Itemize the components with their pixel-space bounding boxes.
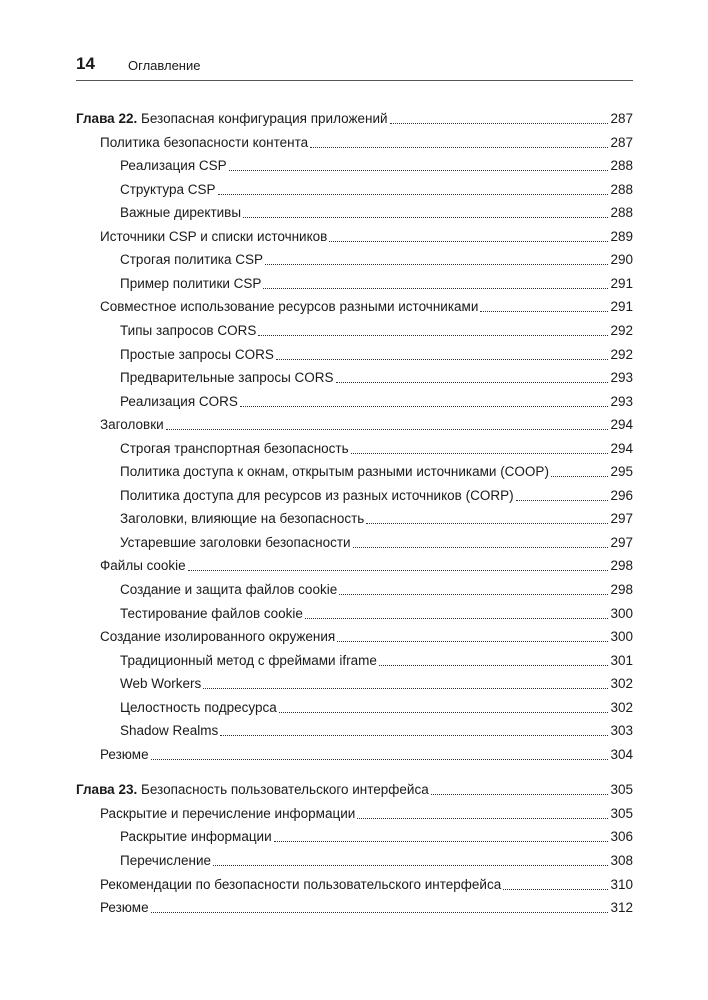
toc-page-number: 294 xyxy=(610,441,633,456)
toc-title-text: Простые запросы CORS xyxy=(120,347,274,362)
toc-title-text: Устаревшие заголовки безопасности xyxy=(120,535,351,550)
dot-leader xyxy=(337,641,608,642)
toc-row xyxy=(76,696,633,716)
toc-title-text: Web Workers xyxy=(120,676,202,691)
toc-entry-title xyxy=(120,853,211,869)
toc-page-number: 305 xyxy=(610,806,633,821)
dot-leader xyxy=(240,406,609,407)
toc-entry-title xyxy=(120,347,274,363)
toc-entry-title xyxy=(120,700,277,716)
toc-title-text: Целостность подресурса xyxy=(120,700,277,715)
toc-row xyxy=(76,602,633,622)
dot-leader xyxy=(366,523,608,524)
toc-page-number: 305 xyxy=(610,782,633,797)
dot-leader xyxy=(279,712,609,713)
toc-row xyxy=(76,578,633,598)
dot-leader xyxy=(243,217,608,218)
toc-page-number: 303 xyxy=(610,723,633,738)
toc-row xyxy=(76,225,633,245)
dot-leader xyxy=(329,241,608,242)
toc-entry-title xyxy=(120,276,261,292)
toc-title-text: Резюме xyxy=(100,900,149,915)
toc-row xyxy=(76,154,633,174)
toc-page-number: 310 xyxy=(610,877,633,892)
toc-entry-title xyxy=(100,900,149,916)
toc-entry-title xyxy=(120,464,549,480)
toc-page-number: 312 xyxy=(610,900,633,915)
toc-entry-title xyxy=(120,723,218,739)
dot-leader xyxy=(357,818,608,819)
dot-leader xyxy=(390,123,609,124)
toc-page-number: 291 xyxy=(610,299,633,314)
dot-leader xyxy=(218,194,609,195)
toc-page-number: 300 xyxy=(610,629,633,644)
dot-leader xyxy=(203,688,608,689)
toc-title-text: Раскрытие и перечисление информации xyxy=(100,806,356,821)
toc-title-text: Предварительные запросы CORS xyxy=(120,370,334,385)
dot-leader xyxy=(516,500,609,501)
toc-row xyxy=(76,413,633,433)
toc-row xyxy=(76,743,633,763)
toc-entry-title xyxy=(120,606,303,622)
toc-chapter-label: Глава 23. xyxy=(76,782,138,797)
toc-page-number: 289 xyxy=(610,229,633,244)
toc-page-number: 298 xyxy=(610,558,633,573)
toc-page-number: 295 xyxy=(610,464,633,479)
toc-title-text: Резюме xyxy=(100,747,149,762)
toc-entry-title xyxy=(120,488,514,504)
toc-entry-title xyxy=(120,252,263,268)
toc-chapter-label: Глава 22. xyxy=(76,111,138,126)
toc-entry-title xyxy=(100,135,308,151)
toc-row xyxy=(76,873,633,893)
dot-leader xyxy=(503,889,608,890)
toc-page-number: 288 xyxy=(610,205,633,220)
toc-title-text: Совместное использование ресурсов разными источниками xyxy=(100,299,479,314)
toc-title-text: Реализация CORS xyxy=(120,394,238,409)
dot-leader xyxy=(220,735,608,736)
dot-leader xyxy=(263,288,608,289)
toc-row xyxy=(76,531,633,551)
dot-leader xyxy=(480,311,608,312)
toc-row xyxy=(76,896,633,916)
toc-title-text: Реализация CSP xyxy=(120,158,227,173)
toc-title-text: Политика безопасности контента xyxy=(100,135,309,150)
toc-entry-title xyxy=(120,205,241,221)
toc-row xyxy=(76,825,633,845)
toc-title-text: Безопасная конфигурация приложений xyxy=(140,111,388,126)
toc-entry-title xyxy=(100,299,478,315)
toc-row xyxy=(76,131,633,151)
toc-row xyxy=(76,366,633,386)
toc-entry-title xyxy=(120,653,377,669)
toc-title-text: Политика доступа к окнам, открытым разными источниками (COOP) xyxy=(120,464,549,479)
toc-row xyxy=(76,178,633,198)
toc-page-number: 301 xyxy=(610,653,633,668)
toc-title-text: Типы запросов CORS xyxy=(120,323,257,338)
toc-page-number: 306 xyxy=(610,829,633,844)
toc-title-text: Рекомендации по безопасности пользовательского интерфейса xyxy=(100,877,502,892)
toc-row xyxy=(76,802,633,822)
toc-row xyxy=(76,343,633,363)
toc-entry-title xyxy=(120,441,349,457)
toc-page-number: 297 xyxy=(610,511,633,526)
toc-entry-title xyxy=(120,394,238,410)
toc-row xyxy=(76,248,633,268)
toc-title-text: Безопасность пользовательского интерфейса xyxy=(140,782,429,797)
toc-row xyxy=(76,460,633,480)
toc-page-number: 308 xyxy=(610,853,633,868)
page-header xyxy=(76,52,633,81)
toc-page-number: 297 xyxy=(610,535,633,550)
toc-entry-title xyxy=(120,676,201,692)
toc-row xyxy=(76,649,633,669)
toc-row xyxy=(76,484,633,504)
toc-entry-title xyxy=(120,323,256,339)
toc-entry-title xyxy=(100,417,164,433)
toc-page-number: 290 xyxy=(610,252,633,267)
dot-leader xyxy=(379,665,609,666)
dot-leader xyxy=(188,570,609,571)
toc-entry-title xyxy=(100,558,186,574)
toc-title-text: Заголовки, влияющие на безопасность xyxy=(120,511,365,526)
toc-title-text: Важные директивы xyxy=(120,205,242,220)
dot-leader xyxy=(310,147,608,148)
toc-entry-title xyxy=(100,229,327,245)
toc-page-number: 291 xyxy=(610,276,633,291)
dot-leader xyxy=(166,429,609,430)
dot-leader xyxy=(274,841,609,842)
toc-page-number: 302 xyxy=(610,676,633,691)
toc-page-number: 298 xyxy=(610,582,633,597)
toc-chapter-row xyxy=(76,107,633,127)
dot-leader xyxy=(213,865,608,866)
toc-page-number: 292 xyxy=(610,323,633,338)
toc-row xyxy=(76,295,633,315)
dot-leader xyxy=(353,547,609,548)
dot-leader xyxy=(258,335,608,336)
dot-leader xyxy=(551,476,609,477)
running-title: Оглавление xyxy=(128,58,201,73)
toc-page-number: 300 xyxy=(610,606,633,621)
toc-title-text: Тестирование файлов cookie xyxy=(120,606,303,621)
dot-leader xyxy=(151,912,609,913)
toc-page-number: 293 xyxy=(610,394,633,409)
page-number: 14 xyxy=(76,54,95,73)
toc-row xyxy=(76,672,633,692)
toc-entry-title xyxy=(120,535,351,551)
toc-page-number: 288 xyxy=(610,158,633,173)
dot-leader xyxy=(336,382,609,383)
toc-entry-title xyxy=(120,158,227,174)
toc-page-number: 292 xyxy=(610,347,633,362)
toc-title-text: Создание и защита файлов cookie xyxy=(120,582,338,597)
dot-leader xyxy=(276,359,609,360)
toc-title-text: Перечисление xyxy=(120,853,211,868)
dot-leader xyxy=(351,453,609,454)
toc-entry-title xyxy=(76,782,429,798)
toc-row xyxy=(76,390,633,410)
dot-leader xyxy=(229,170,609,171)
toc-entry-title xyxy=(120,511,364,527)
dot-leader xyxy=(265,264,608,265)
toc-entry-title xyxy=(100,877,501,893)
toc-page-number: 294 xyxy=(610,417,633,432)
toc-row xyxy=(76,719,633,739)
toc-page-number: 287 xyxy=(610,111,633,126)
dot-leader xyxy=(305,618,609,619)
dot-leader xyxy=(431,794,609,795)
toc-title-text: Shadow Realms xyxy=(120,723,219,738)
toc-entry-title xyxy=(76,111,388,127)
toc-entry-title xyxy=(120,182,216,198)
toc-page-number: 304 xyxy=(610,747,633,762)
toc-row xyxy=(76,554,633,574)
toc-title-text: Пример политики CSP xyxy=(120,276,262,291)
toc-entry-title xyxy=(100,629,335,645)
toc-title-text: Создание изолированного окружения xyxy=(100,629,336,644)
toc-entry-title xyxy=(100,806,355,822)
toc-row xyxy=(76,507,633,527)
toc-page-number: 293 xyxy=(610,370,633,385)
dot-leader xyxy=(151,759,609,760)
toc-title-text: Заголовки xyxy=(100,417,164,432)
toc-title-text: Политика доступа для ресурсов из разных источников (CORP) xyxy=(120,488,514,503)
toc-row xyxy=(76,849,633,869)
toc-title-text: Строгая политика CSP xyxy=(120,252,264,267)
toc-page-number: 296 xyxy=(610,488,633,503)
toc-title-text: Файлы cookie xyxy=(100,558,186,573)
toc-title-text: Раскрытие информации xyxy=(120,829,272,844)
toc-entry-title xyxy=(120,829,272,845)
toc-row xyxy=(76,201,633,221)
toc-chapter-row xyxy=(76,778,633,798)
toc-title-text: Структура CSP xyxy=(120,182,216,197)
toc-title-text: Традиционный метод с фреймами iframe xyxy=(120,653,377,668)
toc-entry-title xyxy=(120,370,334,386)
toc-row xyxy=(76,437,633,457)
toc-page-number: 287 xyxy=(610,135,633,150)
toc-title-text: Источники CSP и списки источников xyxy=(100,229,328,244)
toc-entry-title xyxy=(100,747,149,763)
toc-row xyxy=(76,319,633,339)
toc-title-text: Строгая транспортная безопасность xyxy=(120,441,349,456)
toc-row xyxy=(76,625,633,645)
toc-entry-title xyxy=(120,582,337,598)
toc-page-number: 302 xyxy=(610,700,633,715)
dot-leader xyxy=(339,594,608,595)
toc-row xyxy=(76,272,633,292)
toc-page-number: 288 xyxy=(610,182,633,197)
